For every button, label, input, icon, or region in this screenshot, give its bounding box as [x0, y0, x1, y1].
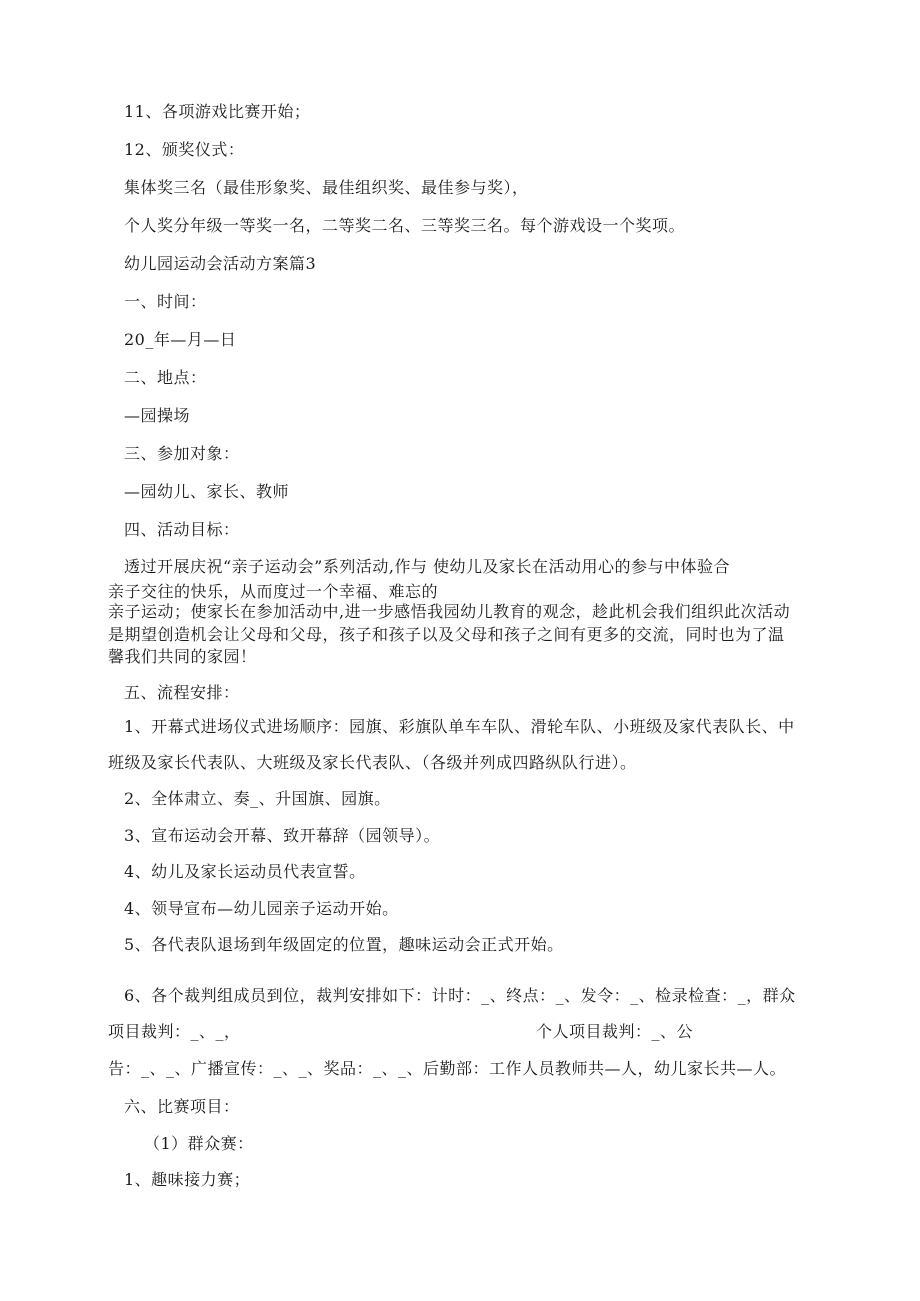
text-line: 是期望创造机会让父母和父母，孩子和孩子以及父母和孩子之间有更多的交流，同时也为了温: [108, 625, 785, 644]
text-line: 6、各个裁判组成员到位，裁判安排如下：计时：_、终点：_、发令：_、检录检查：_，群众: [124, 986, 796, 1005]
text-line: 4、幼儿及家长运动员代表宣誓。: [124, 862, 366, 881]
text-line: 班级及家长代表队、大班级及家长代表队、（各级并列成四路纵队行进）。: [108, 753, 637, 772]
text-line: 20_年—月—日: [124, 330, 237, 349]
text-line: —园操场: [124, 406, 191, 425]
text-line: 2、全体肃立、奏_、升国旗、园旗。: [124, 789, 391, 808]
text-line: 馨我们共同的家园！: [108, 647, 257, 666]
text-line: 四、活动目标：: [124, 520, 240, 539]
text-line: 三、参加对象：: [124, 444, 240, 463]
text-line: 1、趣味接力赛；: [124, 1170, 251, 1189]
text-line: 11、各项游戏比赛开始；: [124, 102, 311, 121]
text-line: 12、颁奖仪式：: [124, 140, 245, 159]
text-line: 二、地点：: [124, 368, 207, 387]
text-line: 5、各代表队退场到年级固定的位置，趣味运动会正式开始。: [124, 935, 564, 954]
text-line: 五、流程安排：: [124, 683, 240, 702]
text-line: 透过开展庆祝“亲子运动会”系列活动,作与 使幼儿及家长在活动用心的参与中体验合: [124, 557, 731, 576]
text-line: —园幼儿、家长、教师: [124, 482, 290, 501]
text-line: 3、宣布运动会开幕、致开幕辞（园领导）。: [124, 826, 441, 845]
text-line: （1）群众赛：: [144, 1134, 254, 1153]
text-line: 告：_、_、广播宣传：_、_、奖品：_、_、后勤部：工作人员教师共—人，幼儿家长共—人。: [108, 1059, 787, 1078]
text-line: 1、开幕式进场仪式进场顺序：园旗、彩旗队单车车队、滑轮车队、小班级及家代表队长、中: [124, 717, 795, 736]
text-line: 亲子交往的快乐，从而度过一个幸福、难忘的: [108, 582, 439, 601]
text-line: 一、时间：: [124, 292, 207, 311]
text-line: 六、比赛项目：: [124, 1097, 240, 1116]
section-heading: 幼儿园运动会活动方案篇3: [124, 254, 317, 273]
text-line: 集体奖三名（最佳形象奖、最佳组织奖、最佳参与奖），: [124, 178, 529, 197]
text-line: 亲子运动；使家长在参加活动中,进一步感悟我园幼儿教育的观念，趁此机会我们组织此次活动: [108, 602, 791, 621]
text-line: 项目裁判：_、_，: [108, 1022, 241, 1041]
text-line: 4、领导宣布—幼儿园亲子运动开始。: [124, 899, 399, 918]
text-line: 个人奖分年级一等奖一名，二等奖二名、三等奖三名。每个游戏设一个奖项。: [124, 216, 686, 235]
text-line: 个人项目裁判：_、公: [536, 1022, 694, 1041]
